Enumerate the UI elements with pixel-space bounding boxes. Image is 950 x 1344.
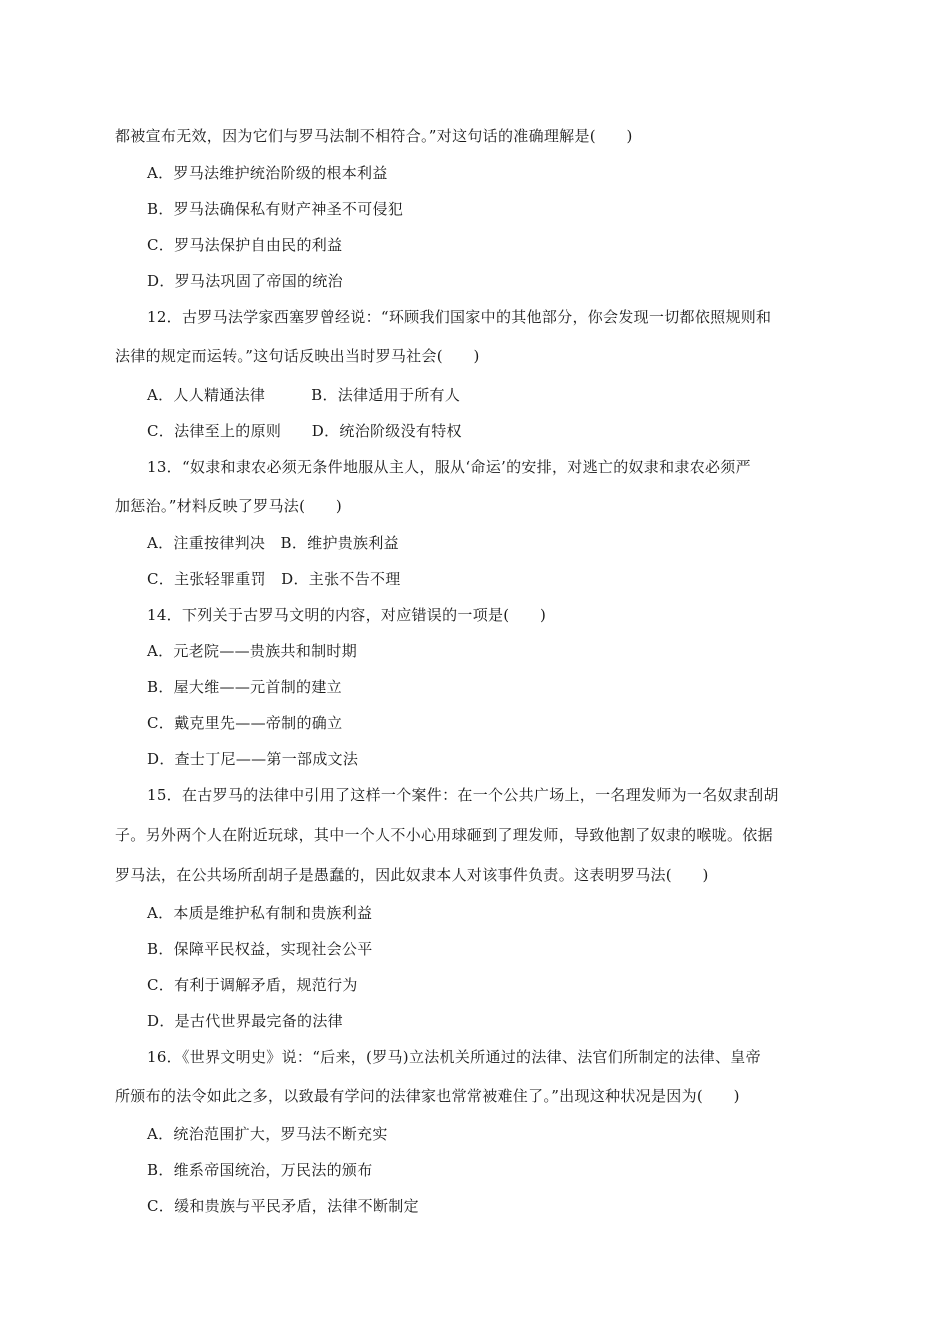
q14-stem: 14．下列关于古罗马文明的内容，对应错误的一项是( ) bbox=[147, 606, 547, 624]
q14-option-b: B．屋大维——元首制的建立 bbox=[147, 678, 342, 696]
q11-option-a: A．罗马法维护统治阶级的根本利益 bbox=[147, 164, 388, 182]
q13-options-cd: C．主张轻罪重罚 D．主张不告不理 bbox=[147, 570, 401, 588]
q13-options-ab: A．注重按律判决 B．维护贵族利益 bbox=[147, 534, 399, 552]
q13-continuation: 加惩治。”材料反映了罗马法( ) bbox=[115, 497, 342, 515]
q16-option-b: B．维系帝国统治，万民法的颁布 bbox=[147, 1161, 373, 1179]
q16-stem: 16．《世界文明史》说：“后来，(罗马)立法机关所通过的法律、法官们所制定的法律、皇帝 bbox=[147, 1048, 761, 1066]
q14-option-d: D．查士丁尼——第一部成文法 bbox=[147, 750, 359, 768]
q16-option-a: A．统治范围扩大，罗马法不断充实 bbox=[147, 1125, 388, 1143]
q12-continuation: 法律的规定而运转。”这句话反映出当时罗马社会( ) bbox=[115, 347, 480, 365]
q11-continuation: 都被宣布无效，因为它们与罗马法制不相符合。”对这句话的准确理解是( ) bbox=[115, 127, 633, 145]
q16-continuation: 所颁布的法令如此之多，以致最有学问的法律家也常常被难住了。”出现这种状况是因为( ) bbox=[115, 1087, 740, 1105]
q11-option-c: C．罗马法保护自由民的利益 bbox=[147, 236, 343, 254]
q12-options-cd: C．法律至上的原则 D．统治阶级没有特权 bbox=[147, 422, 462, 440]
q11-option-b: B．罗马法确保私有财产神圣不可侵犯 bbox=[147, 200, 404, 218]
q14-option-c: C．戴克里先——帝制的确立 bbox=[147, 714, 343, 732]
q13-stem: 13．“奴隶和隶农必须无条件地服从主人，服从‘命运’的安排，对逃亡的奴隶和隶农必须严 bbox=[147, 458, 751, 476]
q15-option-a: A．本质是维护私有制和贵族利益 bbox=[147, 904, 373, 922]
q15-continuation-1: 子。另外两个人在附近玩球，其中一个人不小心用球砸到了理发师，导致他割了奴隶的喉咙。依据 bbox=[115, 826, 773, 844]
q11-option-d: D．罗马法巩固了帝国的统治 bbox=[147, 272, 343, 290]
q12-options-ab: A．人人精通法律 B．法律适用于所有人 bbox=[147, 386, 461, 404]
q15-option-d: D．是古代世界最完备的法律 bbox=[147, 1012, 343, 1030]
q14-option-a: A．元老院——贵族共和制时期 bbox=[147, 642, 358, 660]
q16-option-c: C．缓和贵族与平民矛盾，法律不断制定 bbox=[147, 1197, 419, 1215]
q15-continuation-2: 罗马法，在公共场所刮胡子是愚蠢的，因此奴隶本人对该事件负责。这表明罗马法( ) bbox=[115, 866, 709, 884]
q15-option-c: C．有利于调解矛盾，规范行为 bbox=[147, 976, 358, 994]
q15-stem: 15．在古罗马的法律中引用了这样一个案件：在一个公共广场上，一名理发师为一名奴隶刮胡 bbox=[147, 786, 779, 804]
q15-option-b: B．保障平民权益，实现社会公平 bbox=[147, 940, 373, 958]
q12-stem: 12．古罗马法学家西塞罗曾经说：“环顾我们国家中的其他部分，你会发现一切都依照规则和 bbox=[147, 308, 772, 326]
